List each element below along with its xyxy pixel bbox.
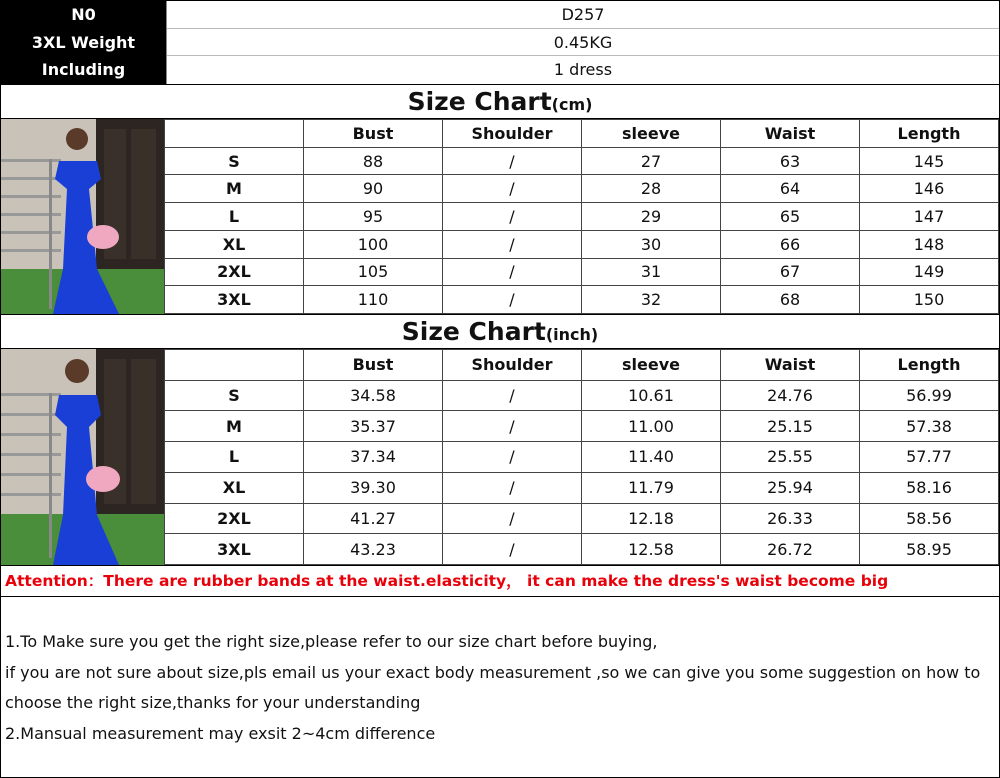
sleeve-value: 11.00 (582, 411, 721, 442)
sleeve-value: 31 (582, 258, 721, 286)
table-row (165, 442, 999, 473)
sleeve-value: 27 (582, 147, 721, 175)
product-info-labels (1, 1, 166, 84)
dress-model-image (1, 119, 164, 314)
inch-col-waist: Waist (721, 350, 860, 381)
length-value: 58.56 (860, 503, 999, 534)
table-row (165, 503, 999, 534)
dress-model-image (1, 349, 164, 565)
bust-value: 41.27 (304, 503, 443, 534)
length-value: 57.77 (860, 442, 999, 473)
length-value: 148 (860, 230, 999, 258)
size-label: 2XL (165, 503, 304, 534)
inch-col-size (165, 350, 304, 381)
sleeve-value: 12.18 (582, 503, 721, 534)
table-row (165, 258, 999, 286)
table-row (165, 534, 999, 565)
note-line: if you are not sure about size,pls email us your exact body measurement ,so we can give you some suggestion on how to (5, 662, 981, 682)
shoulder-value: / (443, 147, 582, 175)
sleeve-value: 11.79 (582, 472, 721, 503)
waist-value: 25.15 (721, 411, 860, 442)
label-including: Including (41, 60, 126, 80)
value-number: D257 (167, 1, 999, 29)
inch-col-bust: Bust (304, 350, 443, 381)
label-weight: 3XL Weight (31, 32, 136, 52)
length-value: 147 (860, 203, 999, 231)
cm-col-size (165, 120, 304, 148)
bust-value: 37.34 (304, 442, 443, 473)
size-label: M (165, 411, 304, 442)
sleeve-value: 28 (582, 175, 721, 203)
size-label: XL (165, 230, 304, 258)
size-label: 2XL (165, 258, 304, 286)
cm-col-sleeve: sleeve (582, 120, 721, 148)
cm-col-bust: Bust (304, 120, 443, 148)
size-label: S (165, 147, 304, 175)
waist-value: 25.94 (721, 472, 860, 503)
sleeve-value: 29 (582, 203, 721, 231)
length-value: 146 (860, 175, 999, 203)
bust-value: 39.30 (304, 472, 443, 503)
shoulder-value: / (443, 442, 582, 473)
waist-value: 66 (721, 230, 860, 258)
length-value: 150 (860, 286, 999, 314)
table-row (165, 380, 999, 411)
sleeve-value: 11.40 (582, 442, 721, 473)
size-label: XL (165, 472, 304, 503)
bust-value: 43.23 (304, 534, 443, 565)
bust-value: 90 (304, 175, 443, 203)
product-photo-cm (1, 119, 164, 314)
waist-value: 26.33 (721, 503, 860, 534)
shoulder-value: / (443, 203, 582, 231)
note-line: 2.Mansual measurement may exsit 2~4cm difference (5, 723, 436, 743)
sleeve-value: 32 (582, 286, 721, 314)
inch-header-row (165, 350, 999, 381)
shoulder-value: / (443, 258, 582, 286)
length-value: 58.95 (860, 534, 999, 565)
label-number: N0 (71, 5, 96, 24)
shoulder-value: / (443, 286, 582, 314)
shoulder-value: / (443, 472, 582, 503)
shoulder-value: / (443, 380, 582, 411)
shoulder-value: / (443, 175, 582, 203)
shoulder-value: / (443, 534, 582, 565)
inch-unit-text: (inch) (545, 325, 599, 344)
size-label: 3XL (165, 286, 304, 314)
cm-col-length: Length (860, 120, 999, 148)
product-info-values (166, 1, 999, 84)
cm-chart-title (1, 84, 999, 119)
length-value: 56.99 (860, 380, 999, 411)
cm-size-table (164, 119, 999, 314)
shoulder-value: / (443, 503, 582, 534)
value-weight: 0.45KG (167, 29, 999, 57)
shoulder-value: / (443, 230, 582, 258)
cm-col-shoulder: Shoulder (443, 120, 582, 148)
bust-value: 88 (304, 147, 443, 175)
size-label: S (165, 380, 304, 411)
cm-header-row (165, 120, 999, 148)
bust-value: 95 (304, 203, 443, 231)
sleeve-value: 10.61 (582, 380, 721, 411)
length-value: 58.16 (860, 472, 999, 503)
bust-value: 105 (304, 258, 443, 286)
inch-size-table (164, 349, 999, 565)
size-label: L (165, 203, 304, 231)
waist-value: 24.76 (721, 380, 860, 411)
length-value: 149 (860, 258, 999, 286)
bust-value: 110 (304, 286, 443, 314)
inch-col-sleeve: sleeve (582, 350, 721, 381)
table-row (165, 472, 999, 503)
table-row (165, 175, 999, 203)
inch-title-text: Size Chart (401, 317, 546, 346)
size-label: 3XL (165, 534, 304, 565)
table-row (165, 147, 999, 175)
product-photo-inch (1, 349, 164, 565)
waist-value: 63 (721, 147, 860, 175)
bust-value: 100 (304, 230, 443, 258)
cm-unit-text: (cm) (551, 95, 593, 114)
shoulder-value: / (443, 411, 582, 442)
cm-col-waist: Waist (721, 120, 860, 148)
attention-note: Attention：There are rubber bands at the waist.elasticity， it can make the dress's waist become big (1, 565, 999, 597)
bust-value: 35.37 (304, 411, 443, 442)
sleeve-value: 30 (582, 230, 721, 258)
waist-value: 68 (721, 286, 860, 314)
value-including: 1 dress (553, 60, 613, 80)
table-row (165, 286, 999, 314)
table-row (165, 411, 999, 442)
length-value: 145 (860, 147, 999, 175)
bust-value: 34.58 (304, 380, 443, 411)
table-row (165, 203, 999, 231)
inch-col-shoulder: Shoulder (443, 350, 582, 381)
inch-col-length: Length (860, 350, 999, 381)
size-label: M (165, 175, 304, 203)
cm-title-text: Size Chart (407, 87, 552, 116)
sleeve-value: 12.58 (582, 534, 721, 565)
note-line: choose the right size,thanks for your understanding (5, 693, 421, 712)
sizing-notes (5, 627, 995, 749)
table-row (165, 230, 999, 258)
waist-value: 26.72 (721, 534, 860, 565)
waist-value: 64 (721, 175, 860, 203)
inch-chart-title (1, 314, 999, 349)
length-value: 57.38 (860, 411, 999, 442)
note-line: 1.To Make sure you get the right size,please refer to our size chart before buying, (5, 632, 658, 651)
waist-value: 65 (721, 203, 860, 231)
waist-value: 25.55 (721, 442, 860, 473)
size-label: L (165, 442, 304, 473)
waist-value: 67 (721, 258, 860, 286)
